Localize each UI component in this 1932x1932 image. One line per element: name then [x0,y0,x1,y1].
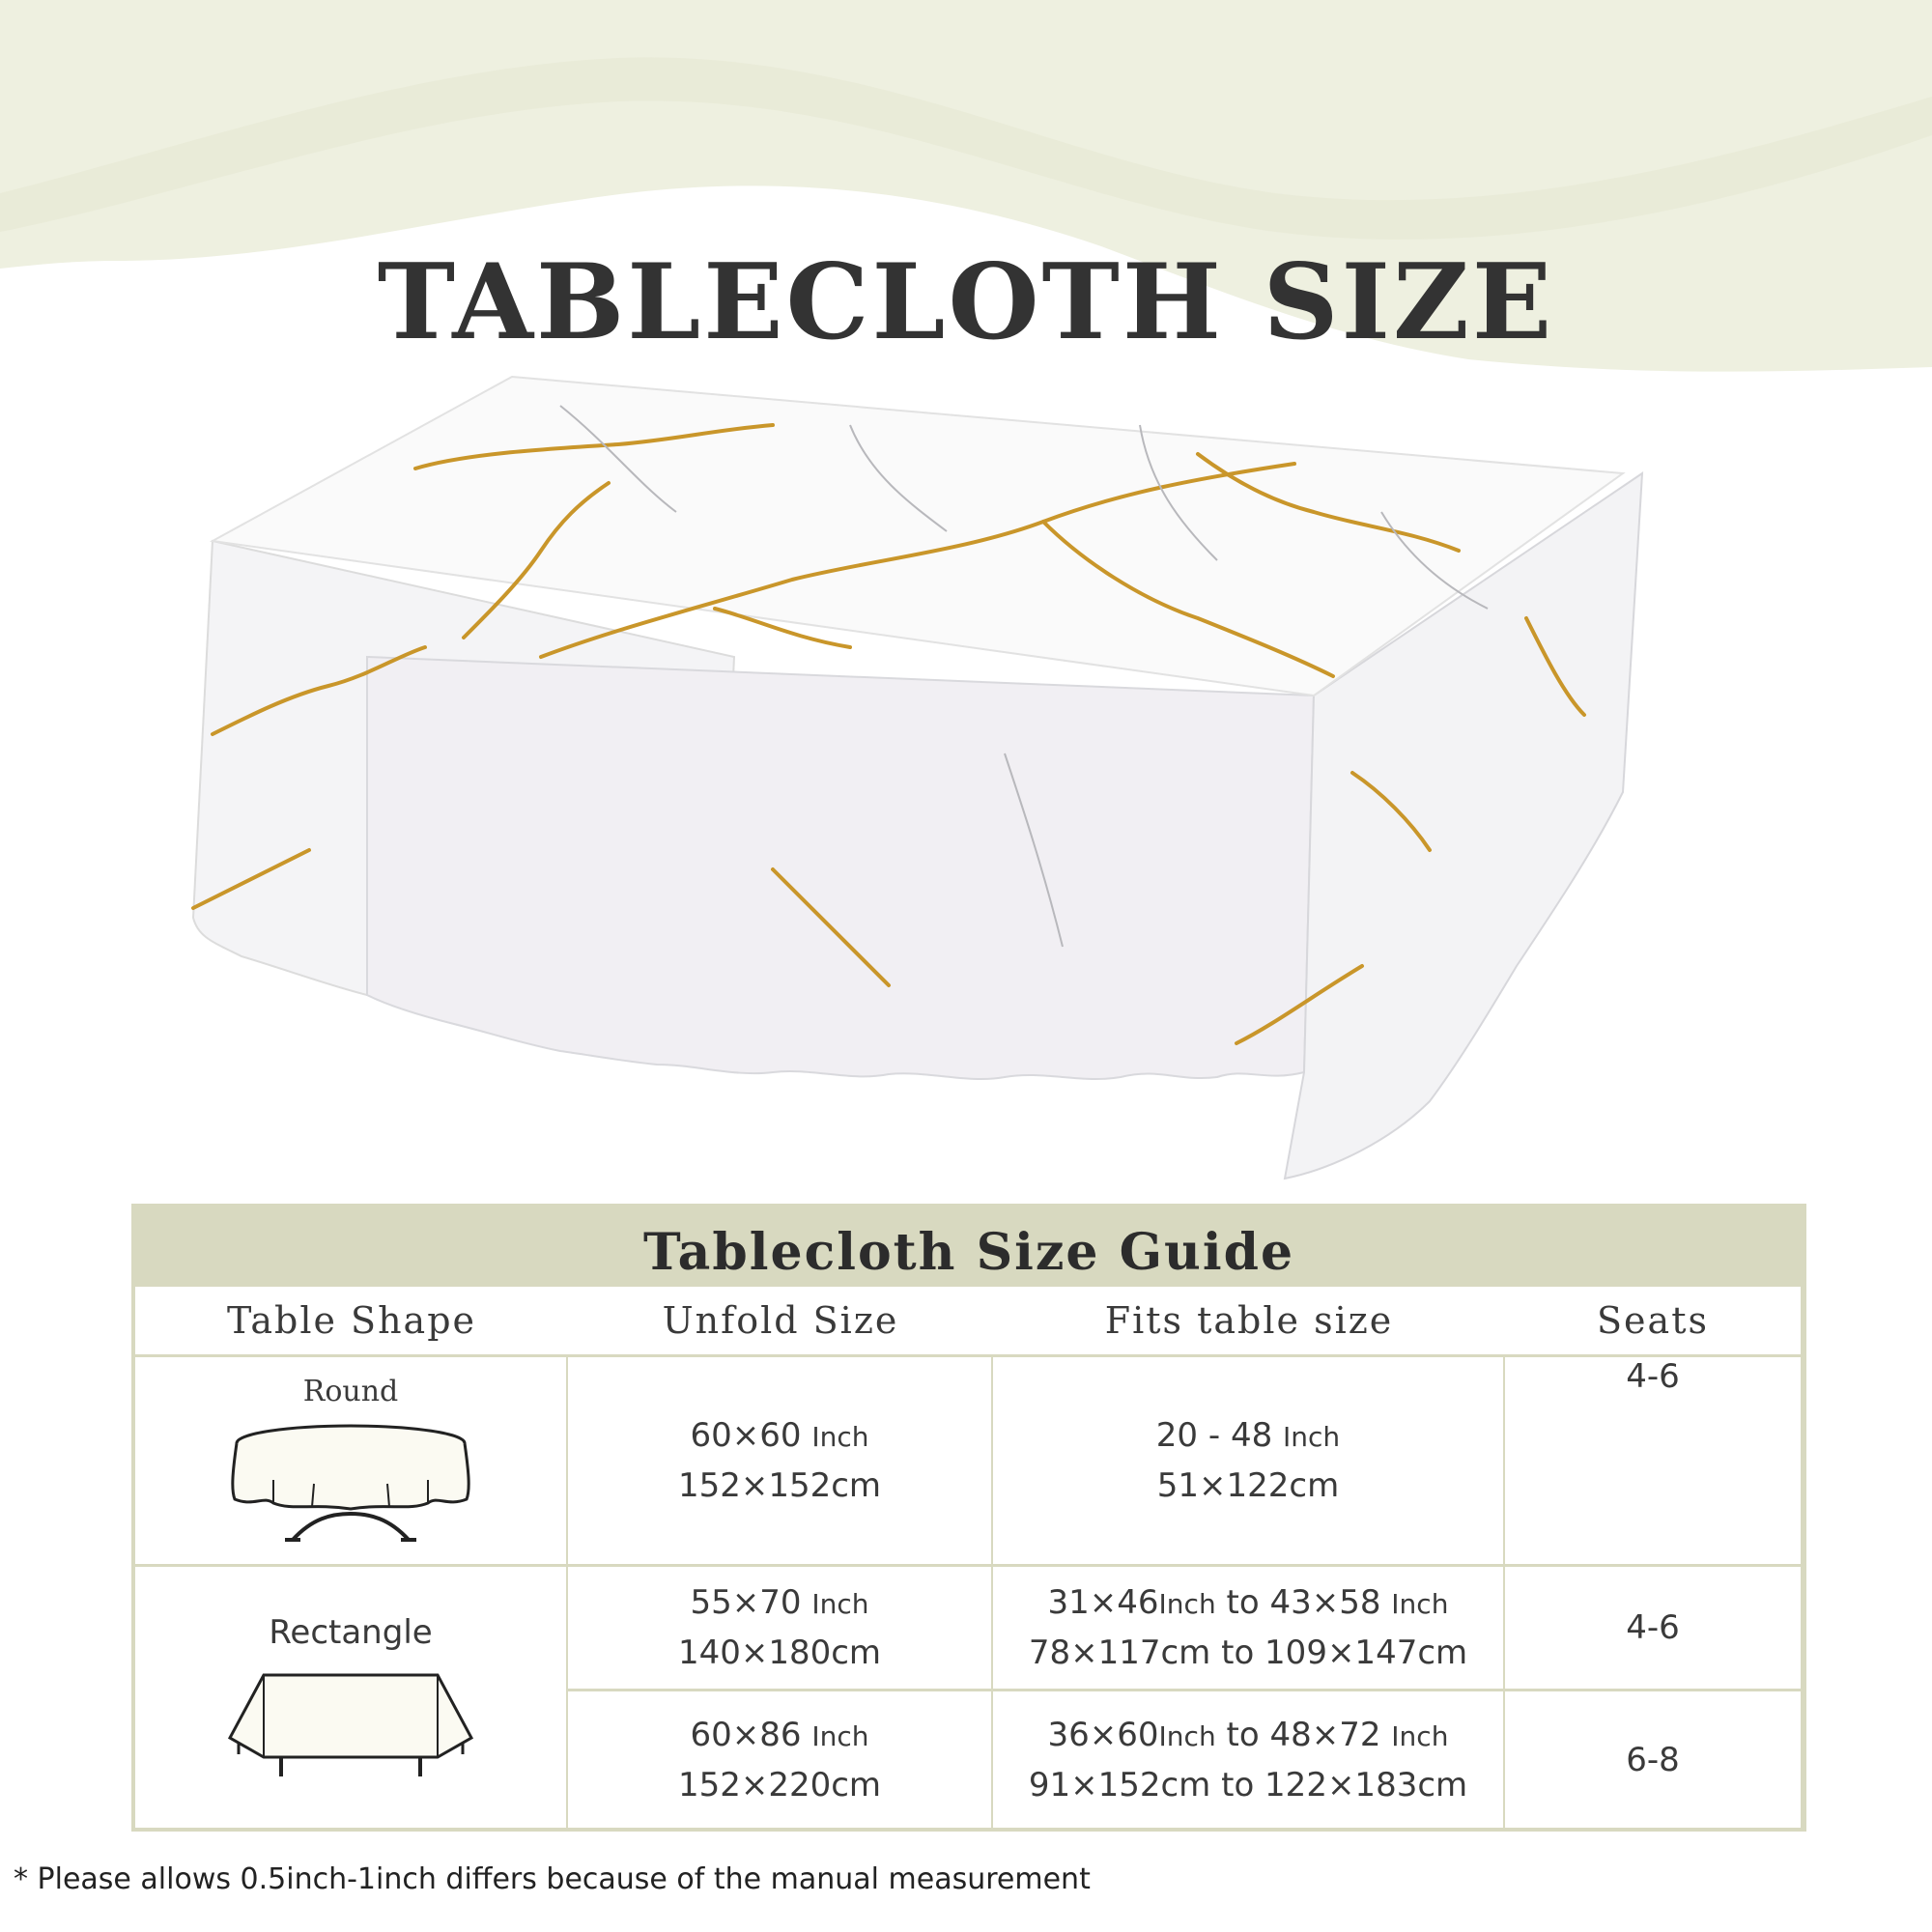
size-guide-table [131,1204,1806,1832]
round-unfold-cm: 152×152cm [677,1466,882,1505]
rect2-fits-to: to [1226,1715,1260,1754]
page-title: TABLECLOTH SIZE [377,242,1555,363]
rect1-fits-inch-a: 31×46 [1047,1583,1159,1622]
rect2-fits-inch-a: 36×60 [1047,1715,1159,1754]
round-unfold-cell [568,1357,991,1564]
header-table-shape: Table Shape [135,1287,568,1354]
rect2-seats: 6-8 [1505,1691,1801,1828]
rectangle-label: Rectangle [269,1613,433,1652]
rect1-fits-cm: 78×117cm to 109×147cm [1028,1634,1468,1672]
measurement-note: * Please allows 0.5inch-1inch differs because of the manual measurement [14,1862,1091,1896]
rect2-fits-unit-b: Inch [1391,1719,1449,1752]
rect1-seats: 4-6 [1505,1567,1801,1689]
rect2-fits-cell [993,1691,1503,1828]
rect2-unfold-cell [568,1691,991,1828]
round-unfold-unit: Inch [811,1421,869,1453]
round-fits-unit: Inch [1283,1421,1341,1453]
rect1-fits-unit-a: Inch [1158,1588,1216,1620]
guide-title: Tablecloth Size Guide [642,1223,1295,1282]
round-unfold-inch: 60×60 [690,1416,802,1455]
round-fits-inch: 20 - 48 [1155,1416,1273,1455]
round-shape-cell [135,1357,566,1564]
rect2-fits-cm: 91×152cm to 122×183cm [1028,1765,1468,1804]
rect1-unfold-unit: Inch [811,1588,869,1620]
rectangle-shape-cell [135,1567,566,1828]
rect1-fits-cell [993,1567,1503,1689]
rect2-fits-unit-a: Inch [1158,1719,1216,1752]
rect1-fits-unit-b: Inch [1391,1588,1449,1620]
rect1-unfold-inch: 55×70 [690,1583,802,1622]
rect1-unfold-cm: 140×180cm [677,1634,882,1672]
rect2-unfold-unit: Inch [811,1719,869,1752]
round-label: Round [302,1374,399,1408]
header-unfold-size: Unfold Size [568,1287,993,1354]
round-table-icon [225,1422,476,1548]
rect2-unfold-inch: 60×86 [690,1715,802,1754]
round-fits-cell [993,1357,1503,1564]
round-seats: 4-6 [1505,1357,1801,1564]
round-fits-cm: 51×122cm [1156,1466,1340,1505]
tablecloth-image [174,367,1662,1217]
header-seats: Seats [1505,1287,1801,1354]
rect2-fits-inch-b: 48×72 [1269,1715,1381,1754]
rect1-fits-inch-b: 43×58 [1269,1583,1381,1622]
rect1-fits-to: to [1226,1583,1260,1622]
header-fits-table-size: Fits table size [993,1287,1505,1354]
rectangle-table-icon [225,1665,476,1781]
rect2-unfold-cm: 152×220cm [677,1765,882,1804]
rect1-unfold-cell [568,1567,991,1689]
